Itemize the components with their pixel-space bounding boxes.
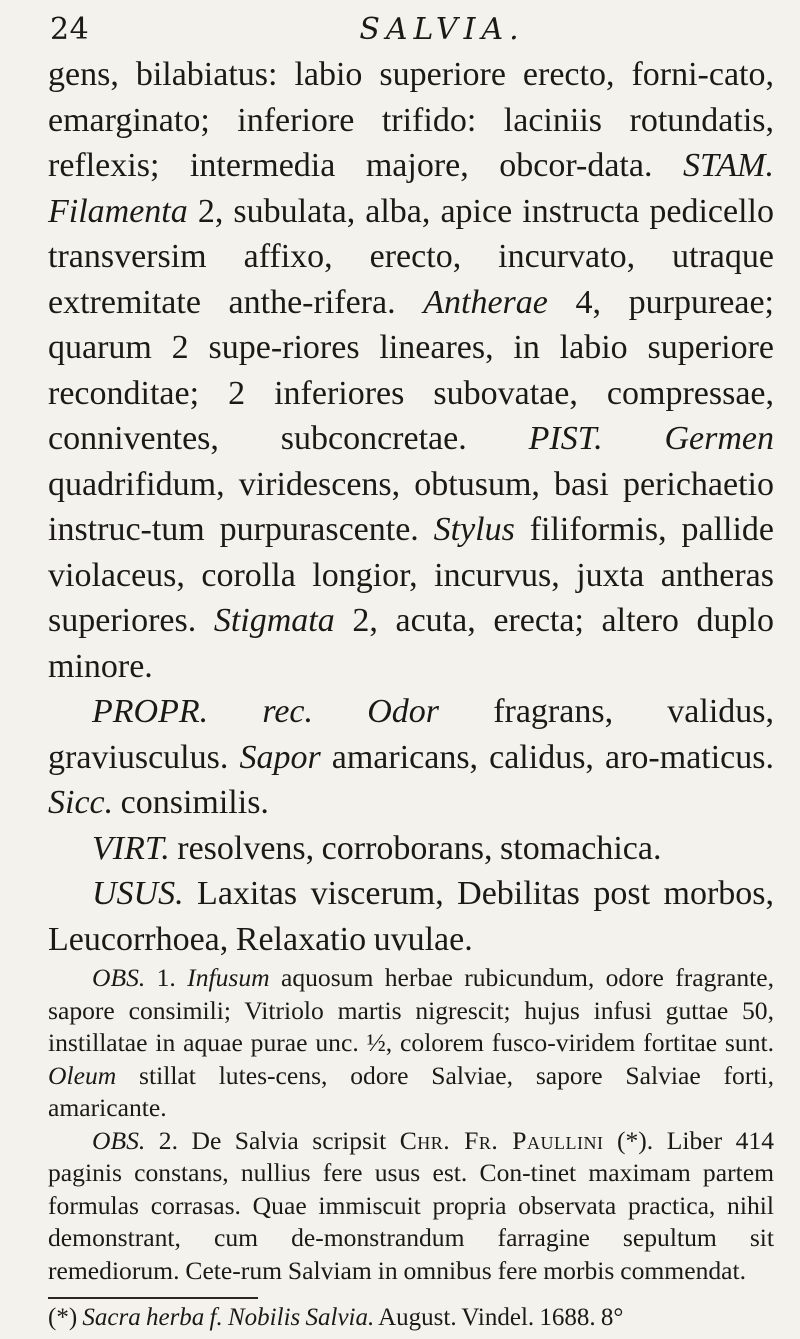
text-run: stillat lutes-cens, odore Salviae, sapore Salviae forti, amaricante. — [48, 1060, 774, 1122]
description-paragraph — [48, 52, 774, 689]
footnote-imprint: August. Vindel. 1688. 8° — [374, 1304, 624, 1331]
text-run: aquosum herbae rubicundum, odore fragrante, sapore consimili; Vitriolo martis nigrescit; hujus infusi guttae 50, instillatae in aquae purae unc. ½, colorem fusco-viridem fortitae sunt. — [48, 963, 774, 1057]
virtues-paragraph — [48, 826, 774, 872]
properties-paragraph — [48, 689, 774, 826]
footnote-mark: (*) — [48, 1304, 83, 1331]
section-label-pist: PIST. — [528, 420, 603, 457]
text-run: fragrans, validus, graviusculus. — [48, 693, 774, 776]
text-run: gens, bilabiatus: labio superiore erecto, forni-cato, emarginato; inferiore trifido: laciniis rotundatis, reflexis; intermedia majore, obcor-data. — [48, 56, 774, 184]
observation-1 — [48, 962, 774, 1125]
footnote-title: Sacra herba f. Nobilis Salvia. — [82, 1304, 375, 1331]
term-sapor: Sapor — [239, 738, 321, 776]
text-run: filiformis, pallide violaceus, corolla longior, incurvus, juxta antheras superiores. — [48, 511, 775, 639]
term-stylus: Stylus — [433, 511, 515, 548]
footnote-reference: (*). — [603, 1125, 667, 1155]
section-label-propr: PROPR. — [92, 693, 209, 730]
section-label-stam: STAM. — [683, 147, 774, 184]
term-infusum: Infusum — [187, 963, 270, 992]
term-rec: rec. — [262, 693, 313, 730]
term-odor: Odor — [367, 693, 439, 730]
term-sicc: Sicc. — [48, 784, 114, 821]
term-stigmata: Stigmata — [213, 602, 335, 639]
text-run: Laxitas viscerum, Debilitas post morbos, Leucorrhoea, Relaxatio uvulae. — [48, 875, 774, 958]
observation-2 — [48, 1125, 774, 1288]
text-run: 2. De Salvia scripsit — [145, 1125, 400, 1155]
footnote-rule — [48, 1297, 258, 1299]
text-run: resolvens, corroborans, stomachica. — [169, 829, 662, 867]
running-head: SALVIA. — [359, 12, 525, 47]
text-run: consimilis. — [113, 784, 269, 821]
obs-label: OBS. — [92, 1125, 146, 1155]
page-number: 24 — [50, 12, 90, 47]
text-run: quadrifidum, viridescens, obtusum, basi perichaetio instruc-tum purpurascente. — [48, 465, 774, 548]
section-label-usus: USUS. — [92, 875, 184, 912]
page-header — [50, 8, 774, 52]
text-run: Liber 414 paginis constans, nullius fere usus est. Con-tinet maximam partem formulas corrasas. Quae immiscuit propria observata practica, nihil demonstrant, cum de-monstrandum farragine sepultum sit remediorum. Cete-rum Salviam in omnibus fere morbis commendat. — [48, 1125, 775, 1285]
main-text — [48, 52, 774, 1333]
term-antherae: Antherae — [423, 283, 548, 321]
author-name: Chr. Fr. Paullini — [399, 1125, 604, 1155]
text-run: 2, acuta, erecta; altero duplo minore. — [48, 602, 774, 685]
footnote — [48, 1303, 774, 1333]
term-germen: Germen — [664, 420, 774, 457]
obs-label: OBS. — [92, 963, 146, 992]
term-oleum: Oleum — [48, 1060, 117, 1090]
text-run: 2, subulata, alba, apice instructa pedicello transversim affixo, erecto, incurvato, utraque extremitate anthe-rifera. — [48, 192, 774, 321]
usage-paragraph — [48, 871, 774, 962]
text-run: 1. — [145, 963, 188, 992]
text-run: amaricans, calidus, aro-maticus. — [320, 738, 774, 776]
observations — [48, 962, 774, 1287]
term-filamenta: Filamenta — [48, 192, 188, 230]
section-label-virt: VIRT. — [92, 829, 170, 867]
text-run: 4, purpureae; quarum 2 supe-riores lineares, in labio superiore reconditae; 2 inferiores subovatae, compressae, conniventes, subconcretae. — [48, 283, 774, 457]
